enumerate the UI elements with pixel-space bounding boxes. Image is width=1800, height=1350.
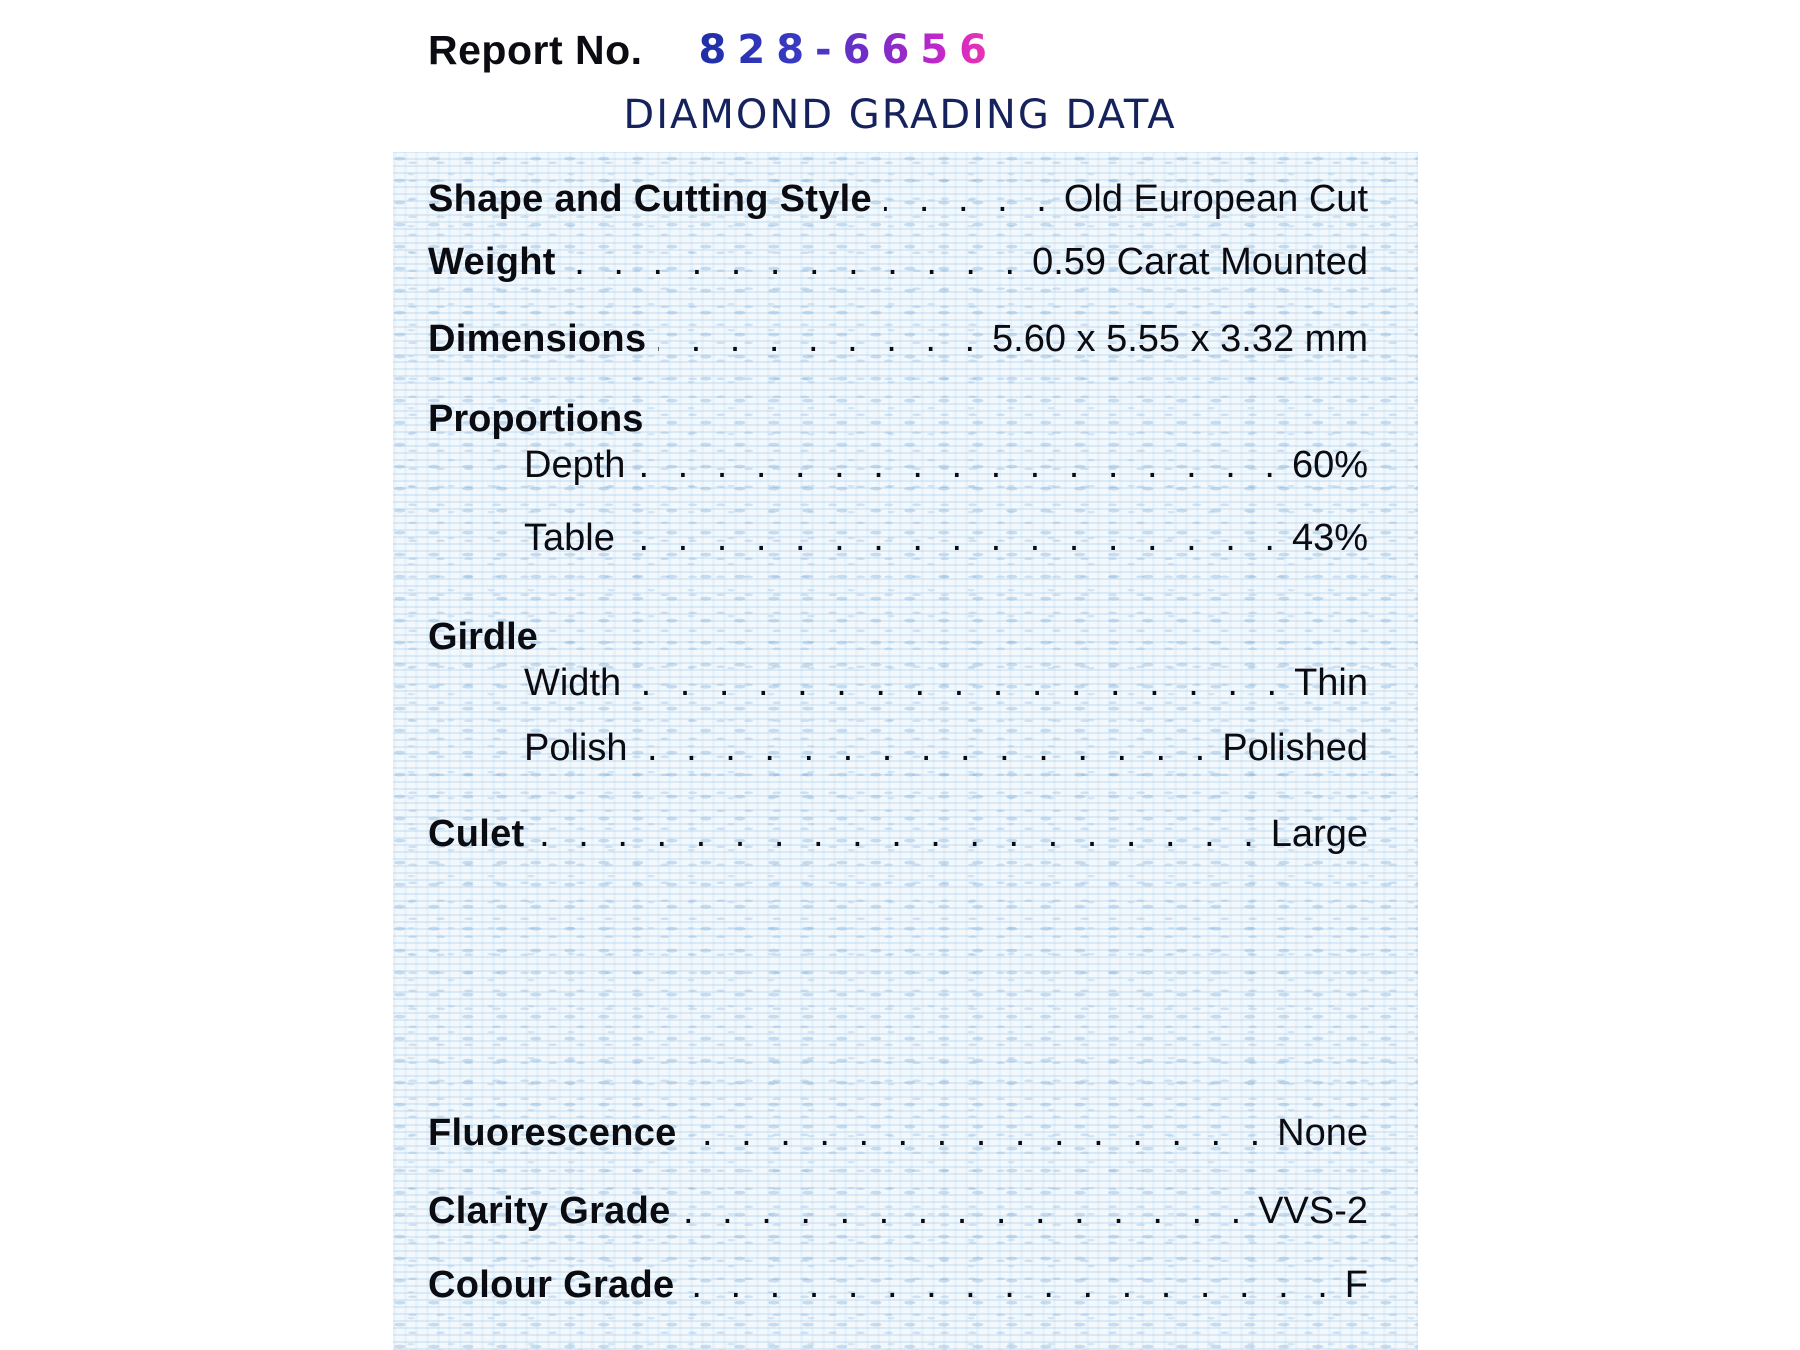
weight-row [428,241,1368,284]
shape-label: Shape and Cutting Style [428,178,872,220]
culet-value: Large [1270,813,1368,855]
dot-leader [683,1190,1251,1233]
dot-leader [637,444,1284,487]
weight-label: Weight [428,241,556,283]
report-number-line [428,22,998,78]
dot-leader [633,662,1286,705]
table-row [428,517,1368,560]
fluorescence-row [428,1112,1368,1155]
dimensions-label: Dimensions [428,318,647,360]
culet-row [428,813,1368,856]
colour-label: Colour Grade [428,1264,675,1306]
culet-label: Culet [428,813,525,855]
depth-row [428,444,1368,487]
depth-label: Depth [524,444,626,486]
clarity-row [428,1190,1368,1233]
girdle-width-value: Thin [1294,662,1368,704]
dot-leader [640,727,1215,770]
girdle-heading: Girdle [428,616,538,658]
report-number-label: Report No. [428,26,643,73]
weight-value: 0.59 Carat Mounted [1032,241,1368,283]
depth-value: 60% [1291,444,1368,486]
dimensions-value: 5.60 x 5.55 x 3.32 mm [992,318,1368,360]
proportions-heading: Proportions [428,398,644,440]
dot-leader [568,241,1024,284]
colour-value: F [1344,1264,1368,1306]
dot-leader [884,178,1056,221]
document-title: DIAMOND GRADING DATA [623,92,1177,138]
dimensions-row [428,318,1368,361]
girdle-polish-label: Polish [524,727,628,769]
dot-leader [537,813,1263,856]
table-label: Table [524,517,615,559]
girdle-polish-row [428,727,1368,770]
dot-leader [627,517,1284,560]
shape-row [428,178,1368,221]
clarity-value: VVS-2 [1258,1190,1368,1232]
clarity-label: Clarity Grade [428,1190,671,1232]
girdle-width-label: Width [524,662,622,704]
dot-leader [689,1112,1270,1155]
girdle-width-row [428,662,1368,705]
fluorescence-label: Fluorescence [428,1112,677,1154]
girdle-polish-value: Polished [1222,727,1368,769]
dot-leader [686,1264,1336,1307]
fluorescence-value: None [1277,1112,1368,1154]
table-value: 43% [1291,517,1368,559]
dot-leader [658,318,984,361]
shape-value: Old European Cut [1063,178,1368,220]
colour-row [428,1264,1368,1307]
report-number-value: 828-6656 [698,27,998,73]
